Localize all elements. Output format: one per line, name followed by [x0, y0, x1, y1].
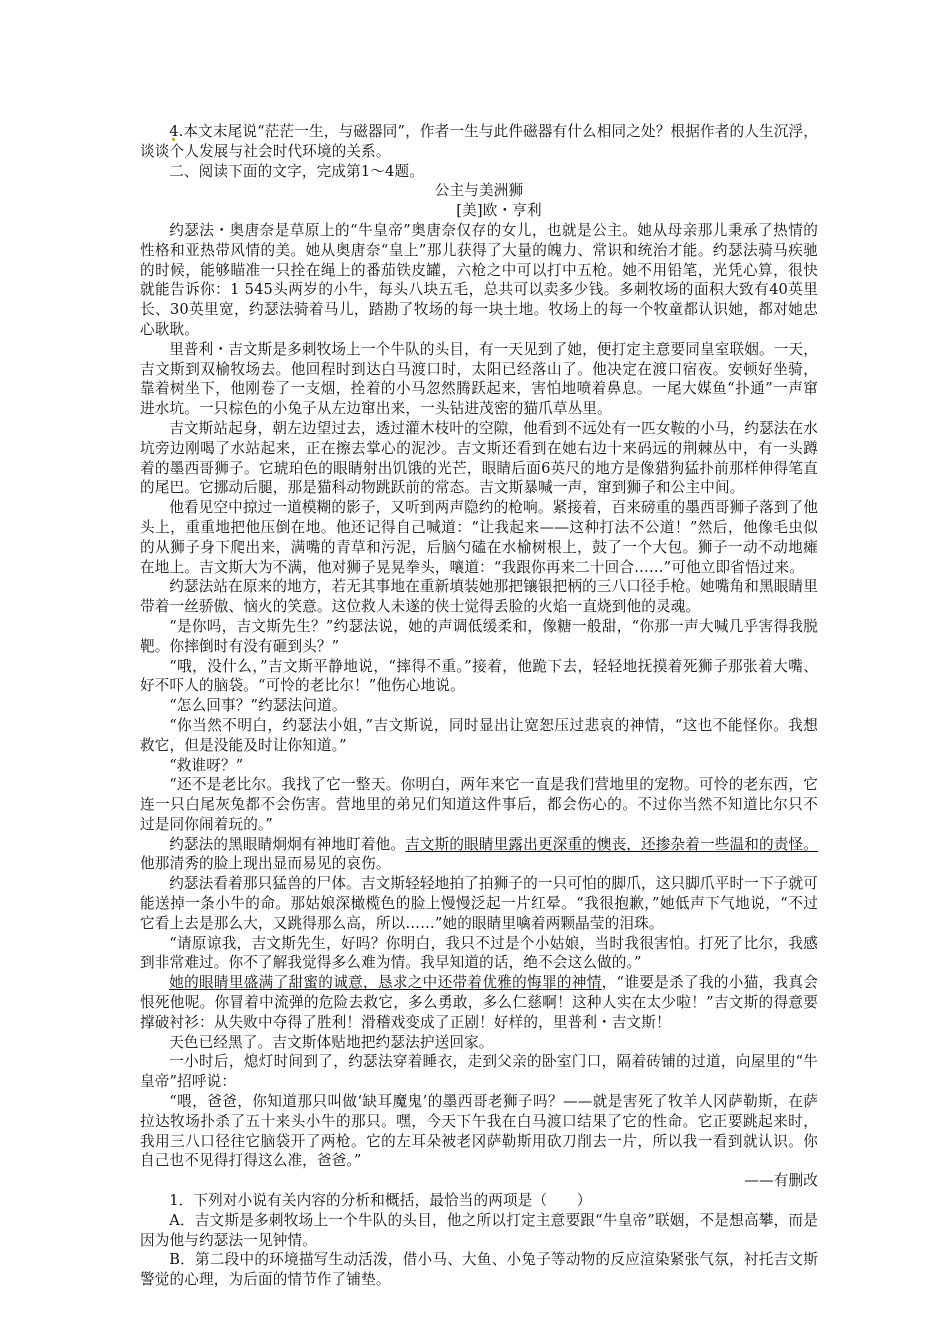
paragraph: “你当然不明白，约瑟法小姐，”吉文斯说，同时显出让宽恕压过悲哀的神情，“这也不能怪你。我想救它，但是没能及时让你知道。” — [140, 716, 818, 754]
paragraph — [140, 835, 818, 875]
paragraph: “还不是老比尔。我找了它一整天。你明白，两年来它一直是我们营地里的宠物。可怜的老东西，它连一只白尾灰兔都不会伤害。营地里的弟兄们知道这件事后，都会伤心的。不过你当然不知道比尔只不过是同你闹着玩的。” — [140, 776, 818, 833]
underlined-sentence: 吉文斯的眼睛里露出更深重的懊丧，还掺杂着一些温和的责怪。 — [405, 835, 819, 853]
option-a: A．吉文斯是多刺牧场上一个牛队的头目，他之所以打定主意要跟“牛皇帝”联姻，不是想高攀，而是因为他与约瑟法一见钟情。 — [140, 1211, 818, 1249]
paragraph-text: ，“谁要是杀了我的小猫，我真会恨死他呢。你冒着中流弹的危险去救它，多么勇敢，多么仁慈啊！这种人实在太少啦！”吉文斯的得意要撑破衬衫：从失败中夺得了胜利！滑稽戏变成了正剧！好样的，里普利・吉文斯！ — [140, 974, 818, 1031]
paragraph: “请原谅我，吉文斯先生，好吗？你明白，我只不过是个小姑娘，当时我很害怕。打死了比尔，我感到非常难过。你不了解我觉得多么难为情。我早知道的话，绝不会这么做的。” — [140, 934, 818, 972]
paragraph: 里普利・吉文斯是多刺牧场上一个牛队的头目，有一天见到了她，便打定主意要同皇室联姻。一天，吉文斯到双榆牧场去。他回程时到达白马渡口时，太阳已经落山了。他决定在渡口宿夜。安顿好坐骑，靠着树坐下，他刚卷了一支烟，拴着的小马忽然腾跃起来，害怕地喷着鼻息。一尾大媒鱼“扑通”一声窜进水坑。一只棕色的小兔子从左边窜出来，一头钻进茂密的猫爪草丛里。 — [140, 340, 818, 418]
paragraph: 约瑟法看着那只猛兽的尸体。吉文斯轻轻地拍了拍狮子的一只可怕的脚爪，这只脚爪平时一下子就可能送掉一条小牛的命。那姑娘深橄榄色的脸上慢慢泛起一片红晕。“我很抱歉，”她低声下气地说，“不过它看上去是那么大，又跳得那么高，所以……”她的眼睛里噙着两颗晶莹的泪珠。 — [140, 875, 818, 932]
paragraph: 约瑟法・奥唐奈是草原上的“牛皇帝”奥唐奈仅存的女儿，也就是公主。她从母亲那儿秉承了热情的性格和亚热带风情的美。她从奥唐奈“皇上”那儿获得了大量的魄力、常识和统治才能。约瑟法骑马疾驰的时候，能够瞄准一只拴在绳上的番茄铁皮罐，六枪之中可以打中五枪。她不用铅笔，光凭心算，很快就能告诉你：1 545头两岁的小牛，每头八块五毛，总共可以卖多少钱。多刺牧场的面积大致有40英里长、30英里宽，约瑟法骑着马儿，踏勘了牧场的每一块土地。牧场上的每一个牧童都认识她，都对她忠心耿耿。 — [140, 221, 818, 338]
paragraph: 约瑟法站在原来的地方，若无其事地在重新填装她那把镶银把柄的三八口径手枪。她嘴角和黑眼睛里带着一丝骄傲、恼火的笑意。这位救人未遂的侠士觉得丢脸的火焰一直烧到他的灵魂。 — [140, 578, 818, 616]
question-4: 4.本文末尾说“茫茫一生，与磁器同”，作者一生与此件磁器有什么相同之处？根据作者的人生沉浮，谈谈个人发展与社会时代环境的关系。 — [140, 123, 818, 160]
paragraph-text: 约瑟法的黑眼睛炯炯有神地盯着他。 — [169, 835, 406, 853]
paragraph: 吉文斯站起身，朝左边望过去，透过灌木枝叶的空隙，他看到不远处有一匹女鞍的小马，约瑟法在水坑旁边刚喝了水站起来，正在擦去掌心的泥沙。吉文斯还看到在她右边十来码远的荆棘丛中，有一头蹲着的墨西哥狮子。它琥珀色的眼睛射出饥饿的光芒，眼睛后面6英尺的地方是像猎狗猛扑前那样伸得笔直的尾巴。它挪动后腿，那是猫科动物跳跃前的常态。吉文斯暴喊一声，窜到狮子和公主中间。 — [140, 419, 818, 497]
option-b: B．第二段中的环境描写生动活泼，借小马、大鱼、小兔子等动物的反应渲染紧张气氛，衬托吉文斯警觉的心理，为后面的情节作了铺垫。 — [140, 1251, 818, 1289]
document-body — [140, 122, 818, 1290]
paragraph: 他看见空中掠过一道模糊的影子，又听到两声隐约的枪响。紧接着，百来磅重的墨西哥狮子落到了他头上，重重地把他压倒在地。他还记得自己喊道：“让我起来——这种打法不公道！”然后，他像毛虫似的从狮子身下爬出来，满嘴的青草和污泥，后脑勺磕在水榆树根上，鼓了一个大包。狮子一动不动地瘫在地上。吉文斯大为不满，他对狮子晃晃拳头，嚷道：“我跟你再来二十回合……”可他立即省悟过来。 — [140, 499, 818, 576]
paragraph — [140, 973, 818, 1032]
paragraph: 一小时后，熄灯时间到了，约瑟法穿着睡衣，走到父亲的卧室门口，隔着砖铺的过道，向屋里的“牛皇帝”招呼说： — [140, 1053, 818, 1091]
paragraph: 天色已经黑了。吉文斯体贴地把约瑟法护送回家。 — [169, 1033, 494, 1051]
underlined-sentence: 她的眼睛里盛满了甜蜜的诚意，恳求之中还带着优雅的悔罪的神情 — [169, 974, 602, 992]
story-author: [美]欧・亨利 — [456, 202, 542, 220]
paragraph: “怎么回事？”约瑟法问道。 — [169, 697, 347, 715]
source-note: ——有删改 — [744, 1172, 818, 1190]
paragraph: “是你吗，吉文斯先生？”约瑟法说，她的声调低缓柔和，像糖一般甜，“你那一声大喊几乎害得我脱靶。你摔倒时有没有砸到头？” — [140, 617, 818, 655]
paragraph: “救谁呀？” — [169, 756, 244, 774]
question-1-stem: 1．下列对小说有关内容的分析和概括，最恰当的两项是（ ） — [169, 1192, 592, 1210]
section-heading: 二、阅读下面的文字，完成第1～4题。 — [169, 162, 424, 180]
story-title: 公主与美洲狮 — [434, 182, 524, 200]
paragraph: “喂，爸爸，你知道那只叫做‘缺耳魔鬼’的墨西哥老狮子吗？——就是害死了牧羊人冈萨勒斯，在萨拉达牧场扑杀了五十来头小牛的那只。嘿，今天下午我在白马渡口结果了它的性命。它正要跳起来时，我用三八口径往它脑袋开了两枪。它的左耳朵被老冈萨勒斯用砍刀削去一片，所以我一看到就认识。你自己也不见得打得这么准，爸爸。” — [140, 1093, 818, 1170]
paragraph-text: 他那清秀的脸上现出显而易见的哀伤。 — [140, 855, 391, 873]
paragraph: “哦，没什么，”吉文斯平静地说，“摔得不重。”接着，他跪下去，轻轻地抚摸着死狮子那张着大嘴、好不吓人的脑袋。“可怜的老比尔！”他伤心地说。 — [140, 657, 818, 695]
